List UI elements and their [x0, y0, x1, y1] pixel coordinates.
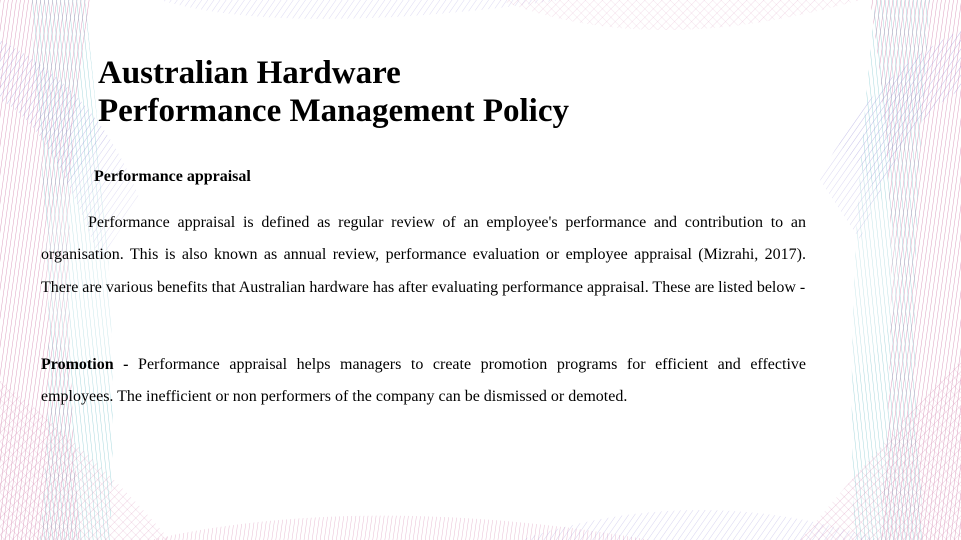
slide-title — [98, 54, 858, 130]
section-heading: Performance appraisal — [94, 168, 251, 185]
body-paragraph-2 — [41, 349, 806, 414]
title-line-1: Australian Hardware — [98, 55, 401, 91]
promotion-text: Performance appraisal helps managers to create promotion programs for efficient and effective employees. The inefficient or non performers of the company can be dismissed or demoted. — [41, 356, 806, 406]
title-line-2: Performance Management Policy — [98, 93, 569, 129]
promotion-label: Promotion - — [41, 356, 129, 373]
body-paragraph-1: Performance appraisal is defined as regular review of an employee's performance and contribution to an organisation. This is also known as annual review, performance evaluation or employee appraisal (Mizrahi, 2017). There are various benefits that Australian hardware has after evaluating performance appraisal. These are listed below - — [41, 214, 806, 296]
